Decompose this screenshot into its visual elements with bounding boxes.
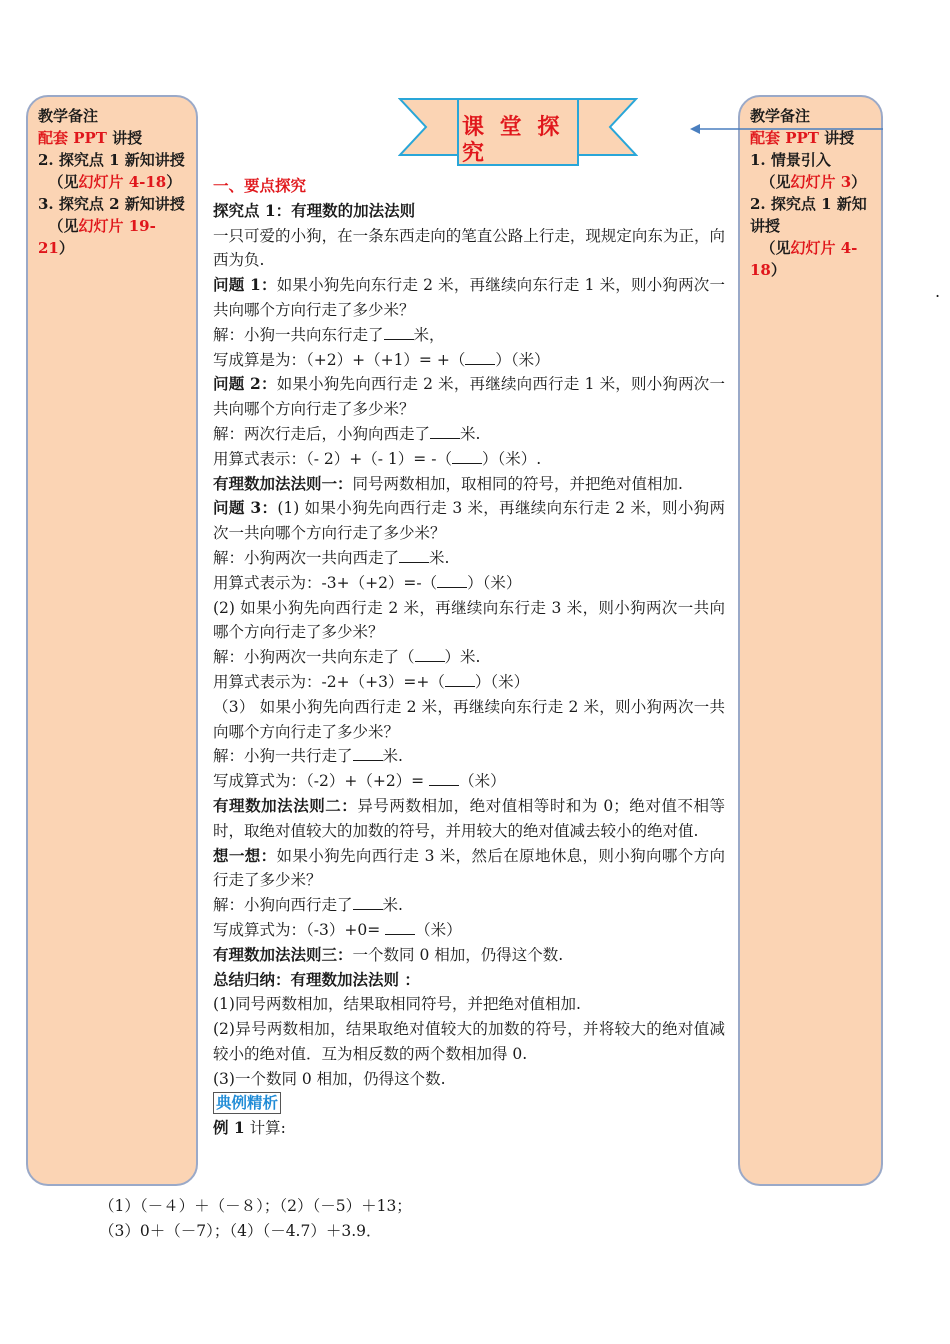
answer-blank[interactable] [353,893,383,910]
see-label: （见 [48,217,79,235]
answer-blank[interactable] [445,670,475,687]
rule-label: 有理数加法法则一： [213,473,353,493]
ppt-suffix: 讲授 [818,129,855,147]
right-notes-panel [738,95,883,1186]
summary-heading: 总结归纳：有理数加法法则 ： [213,969,420,989]
summary-item: (2)异号两数相加，结果取绝对值较大的加数的符号，并将较大的绝对值减较小的绝对值．互为相反数的两个数相加得 0. [213,1020,725,1063]
answer-blank[interactable] [399,546,429,563]
equation-text: ）（米） [467,573,522,592]
solution-text: 解：小狗一共行走了 [213,747,353,766]
ppt-label: 配套 PPT [38,129,107,147]
notes-item-1: 1. 情景引入 [750,151,831,169]
main-content [213,174,725,1141]
rule-text: 同号两数相加，取相同的符号，并把绝对值相加. [352,474,683,493]
solution-text: 米. [429,548,450,567]
example-tag: 典例精析 [213,1092,281,1114]
equation-text: 用算式表示为：-2+（+3）=+（ [213,672,445,691]
rule-text: 一个数同 0 相加，仍得这个数. [352,945,564,964]
think-label: 想一想： [213,845,277,865]
stray-mark: . [935,282,941,301]
solution-text: 米. [382,896,403,915]
question-text: 如果小狗先向东行走 2 米，再继续向东行走 1 米，则小狗两次一共向哪个方向行走了多少米？ [213,276,726,319]
question-text: （3） 如果小狗先向西行走 2 米，再继续向东行走 2 米，则小狗两次一共向哪个方向行走了多少米？ [213,697,725,741]
slides-ref: 幻灯片 4-18 [78,173,167,191]
question-text: 如果小狗先向西行走 2 米，再继续向西行走 1 米，则小狗两次一共向哪个方向行走了多少米？ [213,375,726,419]
think-text: 如果小狗先向西行走 3 米，然后在原地休息，则小狗向哪个方向行走了多少米？ [213,846,725,890]
close-paren: ） [851,173,867,191]
see-label: （见 [48,173,79,191]
summary-item: (3)一个数同 0 相加，仍得这个数. [213,1069,446,1088]
answer-blank[interactable] [465,348,495,365]
solution-text: 解：小狗两次一共向西走了 [213,548,400,567]
see-label: （见 [760,239,791,257]
equation-text: 写成算是为：（+2）+（+1）= +（ [213,350,466,369]
equation-text: ）（米） [495,350,550,369]
question-text: (2) 如果小狗先向西行走 2 米，再继续向东行走 3 米，则小狗两次一共向哪个方向行走了多少米？ [213,598,725,642]
answer-blank[interactable] [430,422,460,439]
answer-blank[interactable] [415,645,445,662]
left-notes-panel [26,95,198,1186]
example-text: 计算: [244,1119,286,1138]
exercise-line: （1）（－４）＋（－８）；（2）（－5）＋13； [99,1197,412,1215]
solution-text: ）米. [444,648,481,667]
rule-label: 有理数加法法则二： [213,795,358,815]
solution-text: 解：两次行走后，小狗向西走了 [213,424,431,443]
equation-text: 写成算式为：（-2）+（+2）= [213,772,430,791]
solution-text: 米. [460,424,481,443]
answer-blank[interactable] [437,571,467,588]
equation-text: （米） [415,920,462,939]
point-heading: 探究点 1：有理数的加法法则 [213,200,416,220]
ppt-label: 配套 PPT [750,129,819,147]
solution-text: 解：小狗向西行走了 [213,896,353,915]
equation-text: 用算式表示为：-3+（+2）=-（ [213,573,438,592]
summary-item: (1)同号两数相加，结果取相同符号，并把绝对值相加. [213,995,581,1014]
answer-blank[interactable] [452,447,482,464]
ppt-suffix: 讲授 [106,129,143,147]
solution-text: 解：小狗一共向东行走了 [213,325,384,344]
section-heading: 一、要点探究 [213,176,307,195]
arrow-left-icon [690,123,883,135]
rule-label: 有理数加法法则三： [213,944,353,964]
equation-text: 写成算式为：（-3）+0= [213,920,386,939]
example-label: 例 1 [213,1118,245,1138]
answer-blank[interactable] [385,918,415,935]
notes-item-2: 2. 探究点 1 新知讲授 [38,151,185,169]
notes-title: 教学备注 [38,107,99,125]
solution-text: 解：小狗两次一共向东走了（ [213,648,415,667]
question-label: 问题 2： [213,374,277,394]
banner-title: 课 堂 探 究 [462,114,564,166]
equation-text: 用算式表示：（- 2）+（- 1）= -（ [213,449,452,468]
see-label: （见 [760,173,791,191]
equation-text: ）（米）. [481,449,542,468]
close-paren: ） [58,239,74,257]
answer-blank[interactable] [353,744,383,761]
rule-text: 异号两数相加，绝对值相等时和为 0；绝对值不相等时，取绝对值较大的加数的符号，并用较大的绝对值减去较小的绝对值. [213,796,725,840]
exercise-line: （3）0＋（－7）；（4）（－4.7）＋3.9． [99,1222,382,1240]
answer-blank[interactable] [384,323,414,340]
close-paren: ） [770,261,786,279]
answer-blank[interactable] [429,769,459,786]
solution-text: 米. [382,747,403,766]
equation-text: （米） [459,772,506,791]
notes-item-3: 3. 探究点 2 新知讲授 [38,195,185,213]
notes-title: 教学备注 [750,107,811,125]
equation-text: ）（米） [474,672,530,691]
intro-text: 一只可爱的小狗，在一条东西走向的笔直公路上行走，现规定向东为正，向西为负. [213,226,725,270]
question-label: 问题 1： [213,275,277,295]
notes-item-2: 2. 探究点 1 新知讲授 [750,195,867,235]
slides-ref: 幻灯片 3 [790,173,852,191]
example-exercises [99,1194,719,1244]
question-text: (1) 如果小狗先向西行走 3 米，再继续向东行走 2 米，则小狗两次一共向哪个方向行走了多少米？ [213,499,725,543]
solution-text: 米， [413,325,445,344]
question-label: 问题 3： [213,498,278,518]
slides-ref: 幻灯片 19-21 [38,217,156,257]
close-paren: ） [166,173,182,191]
slides-ref: 幻灯片 4-18 [750,239,858,279]
